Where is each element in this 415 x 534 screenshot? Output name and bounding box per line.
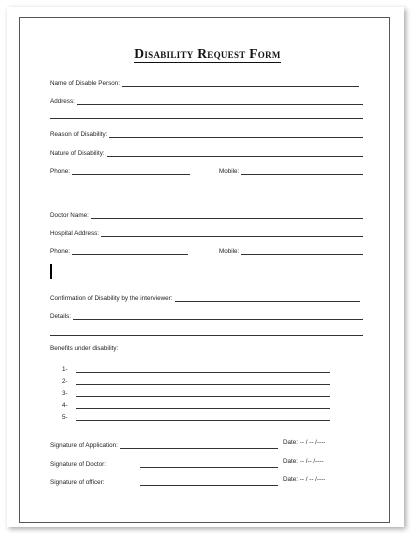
mobile-field[interactable] (241, 168, 363, 175)
signature-applicant-row (50, 437, 278, 449)
signature-field[interactable] (140, 461, 278, 468)
mobile2-field[interactable] (241, 248, 363, 255)
form-title-text: Disability Request Form (134, 46, 281, 61)
reason-field[interactable] (109, 131, 363, 138)
confirmation-label: Confirmation of Disability by the interviewer: (50, 295, 173, 302)
benefit-number: 4- (62, 402, 68, 409)
confirmation-field[interactable] (175, 295, 361, 302)
date-field[interactable]: Date: -- /-- /---- (283, 458, 324, 465)
date-field[interactable]: Date: -- / -- /---- (283, 439, 326, 446)
benefit-field[interactable] (76, 402, 330, 409)
text-cursor (50, 264, 52, 279)
mobile-row (219, 163, 363, 175)
nature-row (50, 145, 363, 157)
benefit-row-2 (62, 373, 330, 385)
address-field[interactable] (77, 98, 363, 105)
form-title (0, 46, 415, 62)
signature-field[interactable] (140, 479, 278, 486)
hospital-address-label: Hospital Address: (50, 230, 100, 237)
mobile2-label: Mobile: (219, 248, 240, 255)
mobile2-row (219, 243, 363, 255)
signature-label: Signature of Application: (50, 442, 118, 449)
name-label: Name of Disable Person: (50, 80, 120, 87)
address-field-2[interactable] (50, 118, 363, 119)
confirmation-row (50, 290, 360, 302)
benefit-field[interactable] (76, 390, 330, 397)
benefit-number: 2- (62, 378, 68, 385)
phone-field[interactable] (72, 168, 190, 175)
signature-doctor-row (50, 456, 278, 468)
hospital-address-field[interactable] (101, 230, 363, 237)
nature-field[interactable] (107, 150, 363, 157)
benefits-label: Benefits under disability: (50, 345, 119, 352)
benefit-number: 3- (62, 390, 68, 397)
name-field[interactable] (122, 80, 359, 87)
details-row (50, 308, 363, 320)
reason-label: Reason of Disability: (50, 131, 108, 138)
signature-officer-row (50, 474, 278, 486)
address-label: Address: (50, 98, 75, 105)
signature-field[interactable] (120, 442, 278, 449)
benefit-field[interactable] (76, 414, 330, 421)
signature-label: Signature of officer: (50, 479, 105, 486)
doctor-name-field[interactable] (91, 212, 363, 219)
date-field[interactable]: Date: -- / -- /---- (283, 476, 326, 483)
phone-row (50, 163, 190, 175)
benefit-number: 5- (62, 414, 68, 421)
hospital-address-row (50, 225, 363, 237)
phone2-row (50, 243, 188, 255)
name-row (50, 75, 359, 87)
benefit-row-3 (62, 385, 330, 397)
phone-label: Phone: (50, 168, 70, 175)
mobile-label: Mobile: (219, 168, 240, 175)
signature-label: Signature of Doctor: (50, 461, 107, 468)
doctor-name-label: Doctor Name: (50, 212, 89, 219)
details-field[interactable] (73, 313, 363, 320)
benefit-number: 1- (62, 366, 68, 373)
benefit-field[interactable] (76, 366, 330, 373)
doctor-name-row (50, 207, 363, 219)
reason-row (50, 126, 363, 138)
benefit-row-1 (62, 361, 330, 373)
address-row (50, 93, 363, 105)
details-label: Details: (50, 313, 71, 320)
details-field-2[interactable] (50, 335, 363, 336)
benefit-row-5 (62, 409, 330, 421)
phone2-label: Phone: (50, 248, 70, 255)
benefit-row-4 (62, 397, 330, 409)
benefit-field[interactable] (76, 378, 330, 385)
nature-label: Nature of Disability: (50, 150, 105, 157)
phone2-field[interactable] (72, 248, 188, 255)
